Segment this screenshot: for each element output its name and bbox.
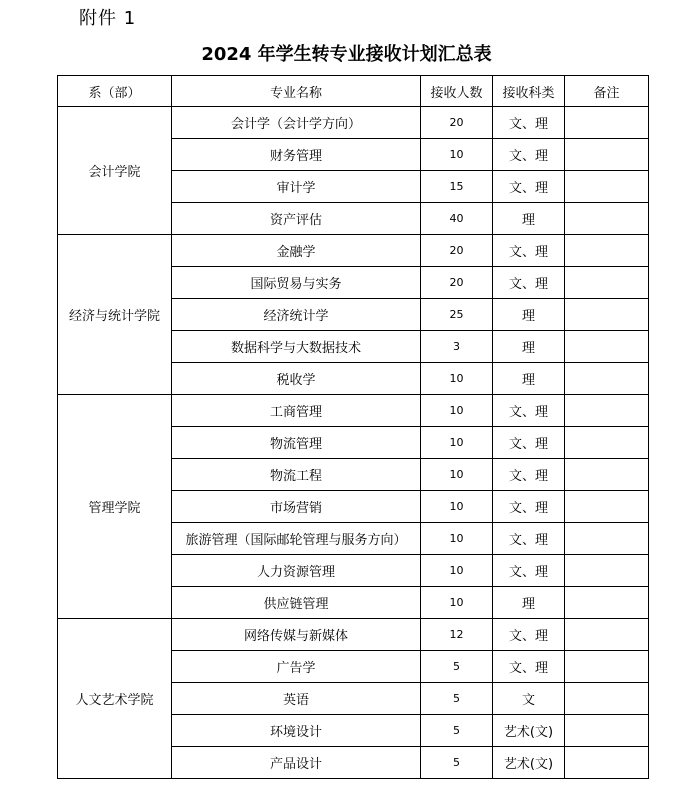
- major-cell: 工商管理: [172, 395, 421, 427]
- quota-cell: 10: [421, 587, 493, 619]
- category-cell: 理: [493, 203, 565, 235]
- quota-cell: 12: [421, 619, 493, 651]
- remark-cell: [565, 171, 649, 203]
- remark-cell: [565, 299, 649, 331]
- major-cell: 人力资源管理: [172, 555, 421, 587]
- category-cell: 艺术(文): [493, 747, 565, 779]
- remark-cell: [565, 363, 649, 395]
- major-cell: 广告学: [172, 651, 421, 683]
- transfer-plan-table: [57, 75, 649, 779]
- category-cell: 文、理: [493, 619, 565, 651]
- header-major: 专业名称: [172, 76, 421, 107]
- remark-cell: [565, 331, 649, 363]
- major-cell: 税收学: [172, 363, 421, 395]
- header-dept: 系（部）: [58, 76, 172, 107]
- category-cell: 文、理: [493, 107, 565, 139]
- category-cell: 艺术(文): [493, 715, 565, 747]
- major-cell: 数据科学与大数据技术: [172, 331, 421, 363]
- remark-cell: [565, 235, 649, 267]
- table-row: [58, 395, 649, 427]
- department-cell: 会计学院: [58, 107, 172, 235]
- major-cell: 网络传媒与新媒体: [172, 619, 421, 651]
- quota-cell: 5: [421, 715, 493, 747]
- category-cell: 理: [493, 331, 565, 363]
- major-cell: 环境设计: [172, 715, 421, 747]
- category-cell: 文、理: [493, 171, 565, 203]
- quota-cell: 20: [421, 235, 493, 267]
- remark-cell: [565, 619, 649, 651]
- remark-cell: [565, 523, 649, 555]
- quota-cell: 10: [421, 555, 493, 587]
- quota-cell: 5: [421, 683, 493, 715]
- major-cell: 金融学: [172, 235, 421, 267]
- category-cell: 文、理: [493, 267, 565, 299]
- department-cell: 人文艺术学院: [58, 619, 172, 779]
- major-cell: 审计学: [172, 171, 421, 203]
- major-cell: 会计学（会计学方向）: [172, 107, 421, 139]
- header-remark: 备注: [565, 76, 649, 107]
- quota-cell: 25: [421, 299, 493, 331]
- major-cell: 资产评估: [172, 203, 421, 235]
- remark-cell: [565, 459, 649, 491]
- category-cell: 文、理: [493, 491, 565, 523]
- quota-cell: 15: [421, 171, 493, 203]
- remark-cell: [565, 715, 649, 747]
- remark-cell: [565, 555, 649, 587]
- remark-cell: [565, 427, 649, 459]
- category-cell: 文、理: [493, 555, 565, 587]
- major-cell: 物流管理: [172, 427, 421, 459]
- table-row: [58, 107, 649, 139]
- header-quota: 接收人数: [421, 76, 493, 107]
- department-cell: 经济与统计学院: [58, 235, 172, 395]
- quota-cell: 5: [421, 747, 493, 779]
- category-cell: 文、理: [493, 459, 565, 491]
- quota-cell: 20: [421, 267, 493, 299]
- category-cell: 文、理: [493, 235, 565, 267]
- quota-cell: 10: [421, 395, 493, 427]
- category-cell: 文: [493, 683, 565, 715]
- quota-cell: 5: [421, 651, 493, 683]
- category-cell: 文、理: [493, 523, 565, 555]
- category-cell: 文、理: [493, 395, 565, 427]
- major-cell: 供应链管理: [172, 587, 421, 619]
- header-category: 接收科类: [493, 76, 565, 107]
- major-cell: 国际贸易与实务: [172, 267, 421, 299]
- quota-cell: 3: [421, 331, 493, 363]
- category-cell: 理: [493, 363, 565, 395]
- department-cell: 管理学院: [58, 395, 172, 619]
- category-cell: 理: [493, 587, 565, 619]
- quota-cell: 10: [421, 363, 493, 395]
- remark-cell: [565, 107, 649, 139]
- quota-cell: 10: [421, 459, 493, 491]
- document-title: 2024 年学生转专业接收计划汇总表: [201, 44, 492, 65]
- table-row: [58, 619, 649, 651]
- major-cell: 旅游管理（国际邮轮管理与服务方向）: [172, 523, 421, 555]
- major-cell: 产品设计: [172, 747, 421, 779]
- remark-cell: [565, 683, 649, 715]
- quota-cell: 10: [421, 491, 493, 523]
- table-header-row: [58, 76, 649, 107]
- table-row: [58, 235, 649, 267]
- remark-cell: [565, 587, 649, 619]
- category-cell: 文、理: [493, 651, 565, 683]
- table-body: [58, 107, 649, 779]
- major-cell: 市场营销: [172, 491, 421, 523]
- remark-cell: [565, 395, 649, 427]
- quota-cell: 10: [421, 427, 493, 459]
- attachment-label: 附件 1: [79, 8, 137, 29]
- major-cell: 物流工程: [172, 459, 421, 491]
- remark-cell: [565, 491, 649, 523]
- remark-cell: [565, 139, 649, 171]
- quota-cell: 10: [421, 523, 493, 555]
- quota-cell: 10: [421, 139, 493, 171]
- remark-cell: [565, 267, 649, 299]
- quota-cell: 20: [421, 107, 493, 139]
- remark-cell: [565, 747, 649, 779]
- category-cell: 文、理: [493, 427, 565, 459]
- category-cell: 理: [493, 299, 565, 331]
- major-cell: 英语: [172, 683, 421, 715]
- category-cell: 文、理: [493, 139, 565, 171]
- remark-cell: [565, 651, 649, 683]
- major-cell: 经济统计学: [172, 299, 421, 331]
- major-cell: 财务管理: [172, 139, 421, 171]
- remark-cell: [565, 203, 649, 235]
- quota-cell: 40: [421, 203, 493, 235]
